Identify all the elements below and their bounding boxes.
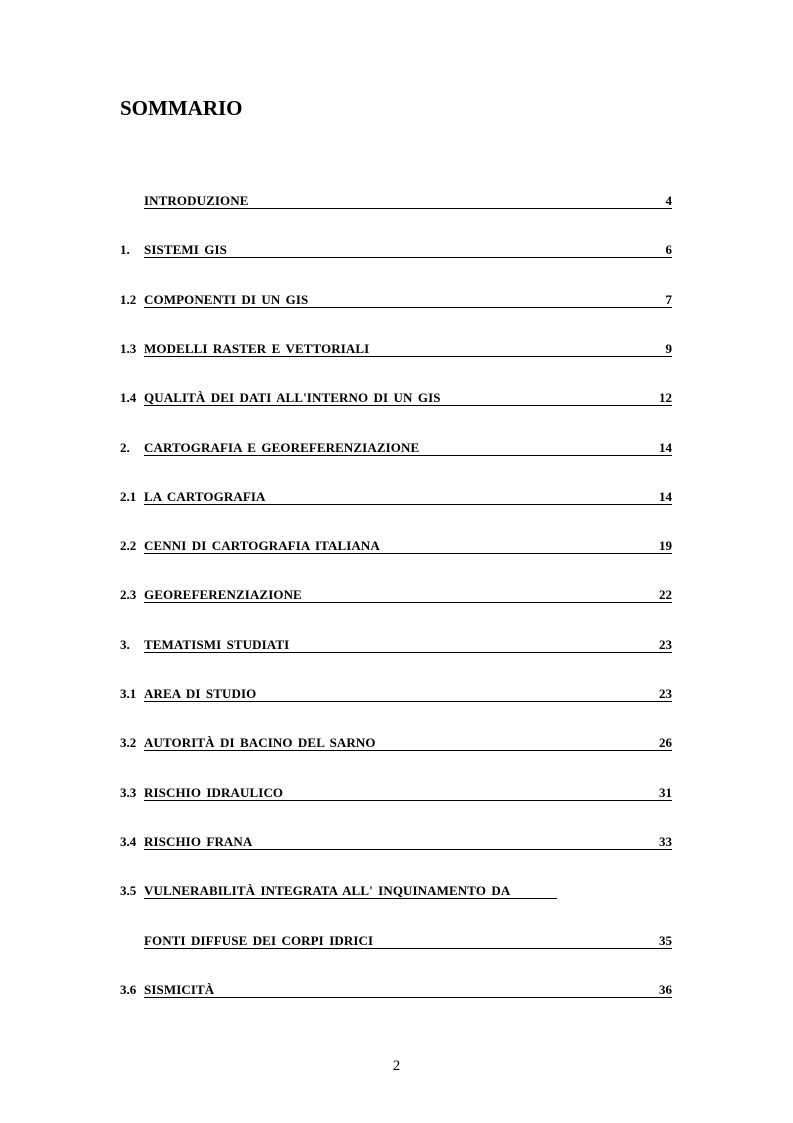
toc-entry-number: 2.1 <box>120 489 137 504</box>
toc-entry-number: 2.2 <box>120 538 137 553</box>
toc-link-la-cartografia[interactable] <box>144 489 672 505</box>
toc-entry-page: 12 <box>659 390 672 405</box>
toc-link-tematismi-studiati[interactable] <box>144 637 672 653</box>
toc-entry-area-studio <box>120 686 672 704</box>
toc-link-introduzione[interactable] <box>144 193 672 209</box>
toc-entry-number: 3. <box>120 637 130 652</box>
page-number: 2 <box>392 1058 401 1074</box>
toc-entry-title: QUALITÀ DEI DATI ALL'INTERNO DI UN GIS <box>144 390 441 405</box>
toc-link-rischio-idraulico[interactable] <box>144 785 672 801</box>
toc-entry-number: 1.4 <box>120 390 137 405</box>
toc-entry-rischio-idraulico <box>120 785 672 803</box>
toc-link-fonti-diffuse[interactable] <box>144 933 672 949</box>
toc-link-georeferenziazione[interactable] <box>144 587 672 603</box>
toc-entry-fonti-diffuse <box>120 933 672 951</box>
toc-entry-number: 3.6 <box>120 982 137 997</box>
toc-entry-page: 22 <box>659 587 672 602</box>
toc-entry-page: 36 <box>659 982 672 997</box>
toc-entry-sistemi-gis <box>120 242 672 260</box>
toc-entry-number: 1.2 <box>120 292 137 307</box>
toc-entry-title: SISMICITÀ <box>144 982 215 997</box>
toc-entry-title: COMPONENTI DI UN GIS <box>144 292 309 307</box>
toc-link-sistemi-gis[interactable] <box>144 242 672 258</box>
toc-entry-number: 3.2 <box>120 735 137 750</box>
toc-link-cartografia-georeferenziazione[interactable] <box>144 440 672 456</box>
toc-entry-page: 7 <box>665 292 672 307</box>
toc-entry-title: SISTEMI GIS <box>144 242 227 257</box>
toc-entry-title: MODELLI RASTER E VETTORIALI <box>144 341 370 356</box>
toc-entry-georeferenziazione <box>120 587 672 605</box>
toc-entry-title: CENNI DI CARTOGRAFIA ITALIANA <box>144 538 380 553</box>
toc-entry-page: 14 <box>659 440 672 455</box>
toc-entry-number: 1.3 <box>120 341 137 356</box>
toc-entry-number: 3.5 <box>120 883 137 898</box>
toc-link-sismicita[interactable] <box>144 982 672 998</box>
toc-entry-modelli-raster <box>120 341 672 359</box>
toc-entry-title: RISCHIO FRANA <box>144 834 253 849</box>
toc-entry-title: CARTOGRAFIA E GEOREFERENZIAZIONE <box>144 440 420 455</box>
toc-entry-componenti-gis <box>120 292 672 310</box>
toc-entry-page: 23 <box>659 637 672 652</box>
toc-entry-title: FONTI DIFFUSE DEI CORPI IDRICI <box>144 933 374 948</box>
toc-entry-rischio-frana <box>120 834 672 852</box>
toc-entry-title: AUTORITÀ DI BACINO DEL SARNO <box>144 735 376 750</box>
toc-entry-page: 9 <box>665 341 672 356</box>
toc-entry-number: 3.4 <box>120 834 137 849</box>
toc-entry-autorita-bacino <box>120 735 672 753</box>
toc-entry-page: 6 <box>665 242 672 257</box>
toc-entry-page: 33 <box>659 834 672 849</box>
toc-link-componenti-gis[interactable] <box>144 292 672 308</box>
toc-entry-page: 26 <box>659 735 672 750</box>
toc-entry-number: 3.1 <box>120 686 137 701</box>
toc-entry-number: 2. <box>120 440 130 455</box>
toc-link-area-studio[interactable] <box>144 686 672 702</box>
toc-entry-la-cartografia <box>120 489 672 507</box>
toc-entry-number: 1. <box>120 242 130 257</box>
toc-entry-page: 4 <box>665 193 672 208</box>
toc-entry-title: LA CARTOGRAFIA <box>144 489 266 504</box>
toc-entry-title: INTRODUZIONE <box>144 193 249 208</box>
toc-entry-title: AREA DI STUDIO <box>144 686 257 701</box>
toc-entry-introduzione <box>120 193 672 211</box>
toc-entry-sismicita <box>120 982 672 1000</box>
toc-link-vulnerabilita-integrata[interactable] <box>144 883 557 899</box>
toc-entry-cenni-cartografia <box>120 538 672 556</box>
toc-link-qualita-dati[interactable] <box>144 390 672 406</box>
toc-entry-cartografia-georeferenziazione <box>120 440 672 458</box>
toc-entry-page: 19 <box>659 538 672 553</box>
toc-entry-title: VULNERABILITÀ INTEGRATA ALL' INQUINAMENTO DA <box>144 883 511 898</box>
toc-entry-title: TEMATISMI STUDIATI <box>144 637 290 652</box>
toc-entry-page: 14 <box>659 489 672 504</box>
toc-entry-page: 35 <box>659 933 672 948</box>
toc-entry-page: 31 <box>659 785 672 800</box>
toc-entry-number: 2.3 <box>120 587 137 602</box>
toc-entry-title: RISCHIO IDRAULICO <box>144 785 284 800</box>
toc-entry-number: 3.3 <box>120 785 137 800</box>
toc-entry-page: 23 <box>659 686 672 701</box>
toc-link-modelli-raster[interactable] <box>144 341 672 357</box>
toc-link-cenni-cartografia[interactable] <box>144 538 672 554</box>
toc-link-autorita-bacino[interactable] <box>144 735 672 751</box>
toc-link-rischio-frana[interactable] <box>144 834 672 850</box>
toc-entry-vulnerabilita-integrata <box>120 883 672 901</box>
toc-entry-title: GEOREFERENZIAZIONE <box>144 587 302 602</box>
toc-entry-qualita-dati <box>120 390 672 408</box>
page-title: SOMMARIO <box>120 96 243 120</box>
toc-entry-tematismi-studiati <box>120 637 672 655</box>
